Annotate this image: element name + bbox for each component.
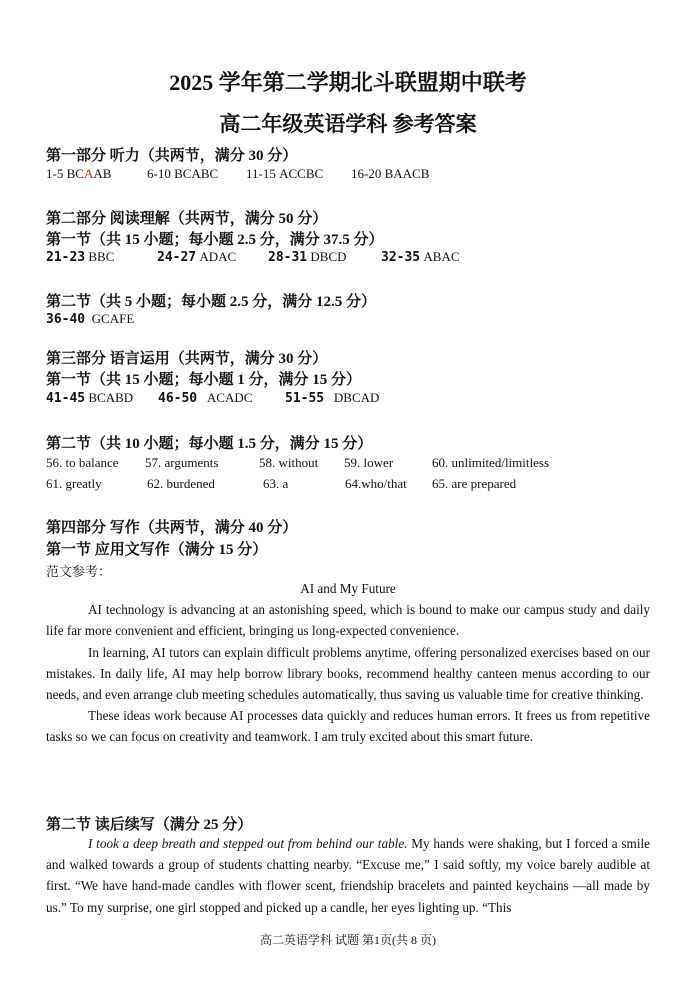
answer-group: 16-20 BAACB: [351, 166, 430, 181]
cloze-answer: 64.who/that: [345, 476, 407, 491]
part2-heading: 第二部分 阅读理解（共两节，满分 50 分）: [46, 211, 328, 227]
answer-group: 51-55 DBCAD: [285, 390, 380, 406]
cloze-answer: 59. lower: [344, 455, 394, 470]
part2-section1-answers: [46, 249, 460, 265]
answer-group: 36-40 GCAFE: [46, 311, 135, 327]
cloze-answer: 57. arguments: [145, 455, 219, 470]
answer-group: 41-45 BCABD: [46, 390, 134, 406]
part4-section2-heading: 第二节 读后续写（满分 25 分）: [46, 817, 253, 833]
essay-title: AI and My Future: [300, 581, 396, 596]
answer-group: 21-23 BBC: [46, 249, 115, 265]
answer-group: 28-31 DBCD: [268, 249, 347, 265]
continuation-body: My hands were shaking, but I forced a smile and walked towards a group of students chatting nearby. “Excuse me,” I said softly, my voice barely audible at first. “We have hand-made candles with flower scent, friendship bracelets and painted keychains —all made by us.” To my surprise, one girl stopped and picked up a candle, her eyes lighting up. “This: [46, 836, 651, 915]
page-title: 2025 学年第二学期北斗联盟期中联考: [169, 70, 527, 95]
cloze-answer: 61. greatly: [46, 476, 102, 491]
cloze-answer: 58. without: [259, 455, 319, 470]
part1-answers: [46, 166, 429, 182]
part3-section1-heading: 第一节（共 15 小题；每小题 1 分，满分 15 分）: [46, 372, 362, 388]
cloze-answer: 62. burdened: [147, 476, 215, 491]
page-subtitle: 高二年级英语学科 参考答案: [219, 112, 477, 136]
continuation-writing: [46, 833, 650, 918]
highlighted-answer: A: [83, 166, 94, 181]
part3-section2-heading: 第二节（共 10 小题；每小题 1.5 分，满分 15 分）: [46, 436, 373, 452]
answer-group: 32-35 ABAC: [381, 249, 460, 265]
part4-heading: 第四部分 写作（共两节，满分 40 分）: [46, 520, 298, 536]
answer-group: 11-15 ACCBC: [246, 166, 324, 181]
answer-group: 46-50 ACADC: [158, 390, 253, 406]
essay-paragraph: AI technology is advancing at an astonishing speed, which is bound to make our campus study and daily life far more convenient and efficient, bringing us long-expected convenience.: [46, 602, 650, 639]
cloze-answer: 65. are prepared: [432, 476, 517, 491]
part4-section1-heading: 第一节 应用文写作（满分 15 分）: [46, 542, 268, 558]
cloze-answer: 63. a: [263, 476, 289, 491]
essay-paragraph: In learning, AI tutors can explain difficult problems anytime, offering personalized exercises based on our mistakes. In daily life, AI may help borrow library books, recommend healthy canteen menus according to our needs, and even arrange club meeting schedules automatically, thus saving us valuable time for creative thinking.: [46, 644, 650, 703]
part2-section1-heading: 第一节（共 15 小题；每小题 2.5 分，满分 37.5 分）: [46, 232, 384, 248]
answer-group: 24-27 ADAC: [157, 249, 237, 265]
answer-group: 1-5 BCAAB: [46, 166, 112, 181]
part3-section2-row2: [46, 476, 516, 492]
cloze-answer: 56. to balance: [46, 455, 119, 470]
part1-heading: 第一部分 听力（共两节，满分 30 分）: [46, 148, 298, 164]
essay-paragraph: These ideas work because AI processes data quickly and reduces human errors. It frees us from repetitive tasks so we can focus on creativity and teamwork. I am truly excited about this smart future.: [46, 708, 650, 745]
part3-section1-answers: [46, 390, 379, 406]
answer-group: 6-10 BCABC: [147, 166, 219, 181]
sample-label: 范文参考：: [46, 564, 112, 579]
continuation-opening: I took a deep breath and stepped out from behind our table.: [88, 836, 408, 851]
part2-section2-answers: [46, 311, 134, 327]
part2-section2-heading: 第二节（共 5 小题；每小题 2.5 分，满分 12.5 分）: [46, 294, 377, 310]
cloze-answer: 60. unlimited/limitless: [432, 455, 549, 470]
page-footer: 高二英语学科 试题 第1页(共 8 页): [260, 933, 436, 947]
part3-heading: 第三部分 语言运用（共两节，满分 30 分）: [46, 351, 328, 367]
part3-section2-row1: [46, 455, 549, 471]
continuation-paragraph: [46, 833, 650, 918]
sample-essay: [46, 578, 650, 748]
